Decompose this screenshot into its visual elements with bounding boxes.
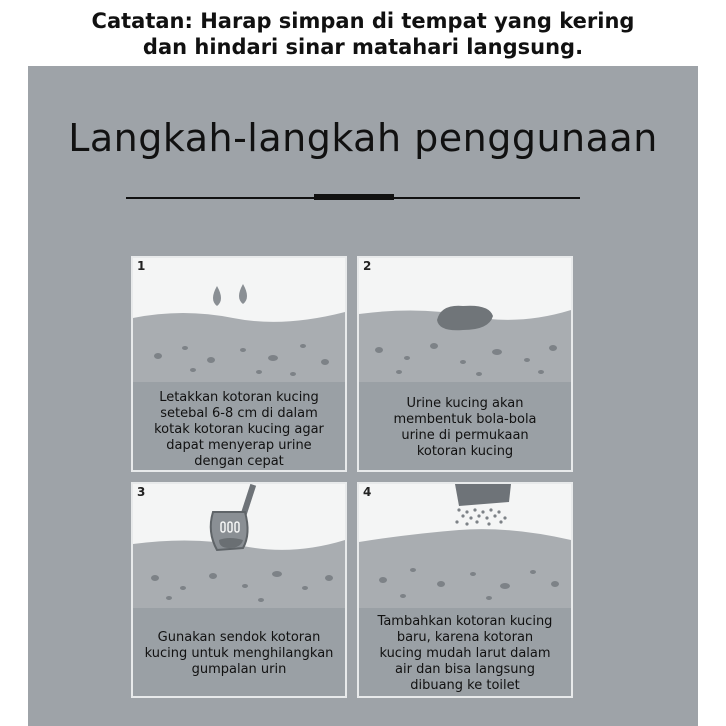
step-4-caption-line: air dan bisa langsung <box>395 662 535 677</box>
step-2-caption-line: kotoran kucing <box>416 444 514 459</box>
step-2-caption-line: membentuk bola-bola <box>393 412 537 427</box>
step-4-caption-line: Tambahkan kotoran kucing <box>377 614 553 629</box>
step-card-1 <box>133 258 345 470</box>
step-4-caption-line: kucing mudah larut dalam <box>379 646 551 661</box>
step-2-caption-line: Urine kucing akan <box>406 396 524 411</box>
step-3-caption-line: gumpalan urin <box>191 662 287 677</box>
step-card-3 <box>133 484 345 696</box>
page-title: Langkah-langkah penggunaan <box>68 116 658 160</box>
step-1-caption-line: kotak kotoran kucing agar <box>154 422 324 437</box>
step-1-caption-line: dengan cepat <box>194 454 284 469</box>
storage-note <box>0 8 726 60</box>
step-4-caption-line: dibuang ke toilet <box>410 678 520 693</box>
step-2-caption-line: urine di permukaan <box>401 428 529 443</box>
instructions-panel <box>28 66 698 726</box>
step-1-caption <box>133 390 345 470</box>
step-1-number: 1 <box>137 259 146 273</box>
step-3-caption-line: kucing untuk menghilangkan <box>144 646 334 661</box>
step-1-caption-line: dapat menyerap urine <box>166 438 312 453</box>
step-4-caption-line: baru, karena kotoran <box>396 630 534 645</box>
storage-note-line-2: dan hindari sinar matahari langsung. <box>142 35 584 59</box>
step-3-number: 3 <box>137 485 146 499</box>
step-1-caption-line: setebal 6-8 cm di dalam <box>160 406 318 421</box>
step-4-caption <box>359 614 571 694</box>
step-3-caption-line: Gunakan sendok kotoran <box>157 630 321 645</box>
storage-note-line-1: Catatan: Harap simpan di tempat yang kering <box>91 9 635 33</box>
step-card-4 <box>359 484 571 696</box>
step-1-caption-line: Letakkan kotoran kucing <box>159 390 319 405</box>
step-card-2 <box>359 258 571 470</box>
step-2-number: 2 <box>363 259 372 273</box>
step-4-number: 4 <box>363 485 372 499</box>
step-2-caption <box>359 396 571 460</box>
step-3-caption <box>133 630 345 678</box>
title-divider-accent <box>314 194 394 200</box>
